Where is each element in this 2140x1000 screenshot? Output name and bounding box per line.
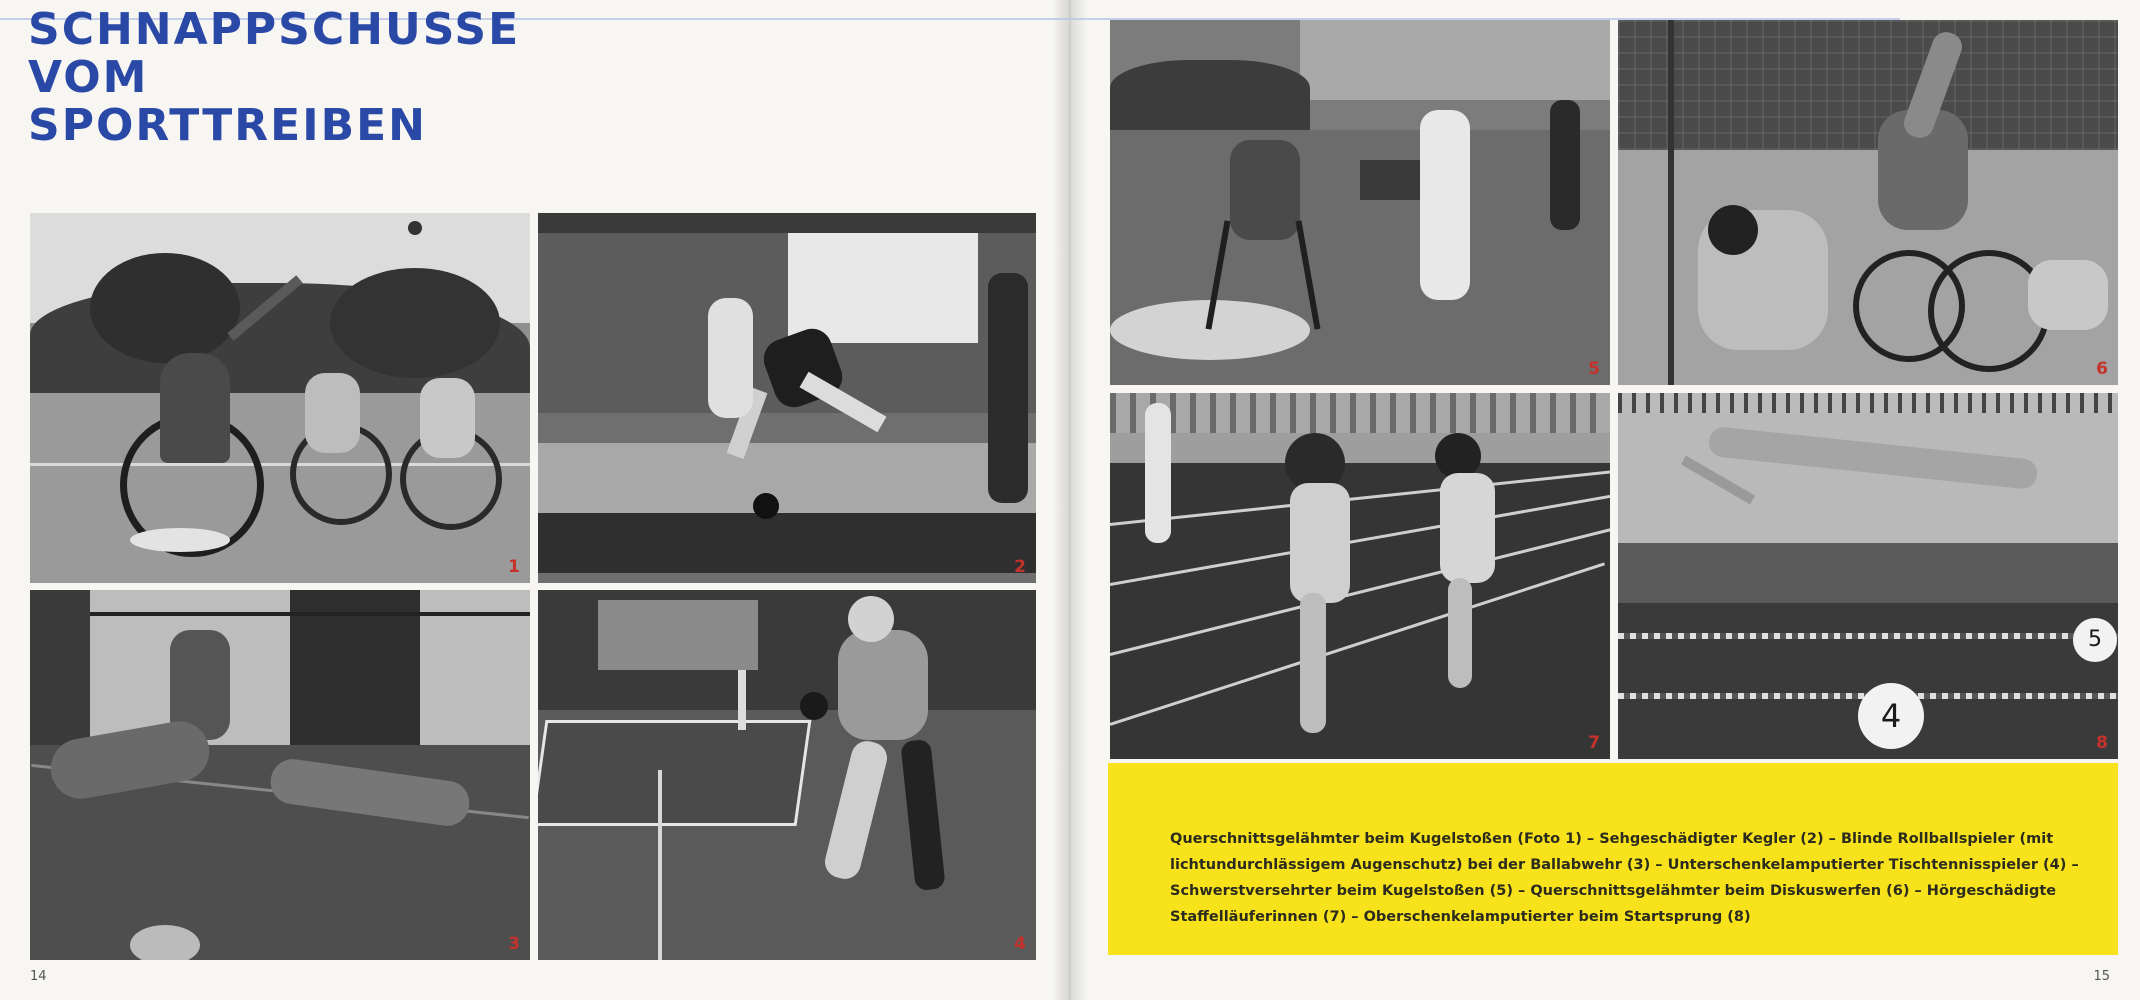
title-line-1: SCHNAPPSCHUSSE — [28, 4, 521, 55]
photo-8-number: 8 — [2096, 733, 2108, 753]
title-line-2: VOM — [28, 52, 149, 103]
photo-5-number-wrap — [1110, 20, 1610, 385]
photo-3-number-wrap — [30, 590, 530, 960]
photo-7-number-wrap — [1110, 393, 1610, 759]
photo-3-number: 3 — [508, 934, 520, 954]
photo-8-number-wrap — [1618, 393, 2118, 759]
photo-6-number: 6 — [2096, 359, 2108, 379]
photo-7-number: 7 — [1588, 733, 1600, 753]
photo-2-number: 2 — [1014, 557, 1026, 577]
book-gutter — [1052, 0, 1088, 1000]
caption-box — [1108, 763, 2118, 955]
caption-text: Querschnittsgelähmter beim Kugelstoßen (Foto 1) – Sehgeschädigter Kegler (2) – Blinde Rollballspieler (mit lichtundurchlässigem Augenschutz) bei der Ballabwehr (3) – Unterschenkelamputierter Tischtennisspieler (4) – Schwerstversehrter beim Kugelstoßen (5) – Querschnittsgelähmter beim Diskuswerfen (6) – Hörgeschädigte Staffelläuferinnen (7) – Oberschenkelamputierter beim Startsprung (8) — [1170, 830, 2079, 925]
page-number-right: 15 — [2093, 969, 2110, 984]
page-title — [28, 6, 520, 150]
lane-sign-5: 5 — [2088, 627, 2102, 652]
photo-5-number: 5 — [1588, 359, 1600, 379]
page-number-left: 14 — [30, 969, 47, 984]
photo-4-number-wrap — [538, 590, 1036, 960]
photo-4-number: 4 — [1014, 934, 1026, 954]
photo-6-number-wrap — [1618, 20, 2118, 385]
photo-1-number: 1 — [508, 557, 520, 577]
photo-2-number-wrap — [538, 213, 1036, 583]
photo-1-number-wrap — [30, 213, 530, 583]
lane-sign-4: 4 — [1880, 697, 1902, 735]
title-line-3: SPORTTREIBEN — [28, 100, 428, 151]
